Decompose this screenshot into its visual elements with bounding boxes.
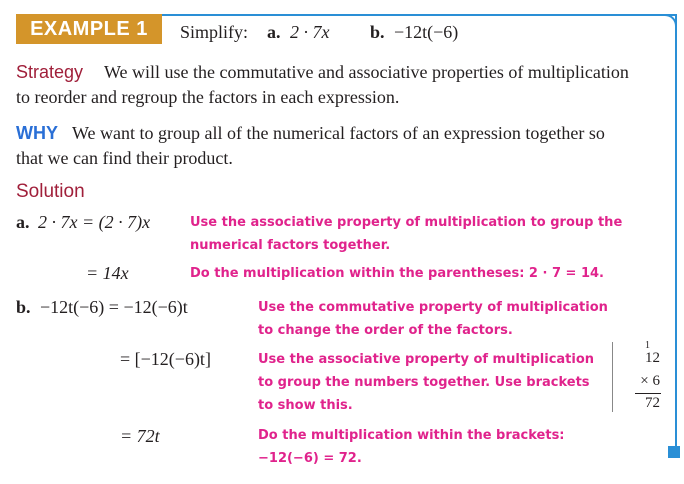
solution-b-step3-note-line-1: Do the multiplication within the brackets: <box>258 428 565 443</box>
why-label: WHY <box>16 123 58 143</box>
solution-a-label: a. <box>16 212 30 232</box>
solution-a-step2-expression: = 14x <box>86 263 129 283</box>
solution-heading: Solution <box>16 181 85 202</box>
solution-a-step1-note-line-1: Use the associative property of multiplication to group the <box>190 215 623 230</box>
side-calculation-top: 12 <box>645 350 660 366</box>
why-line-2: that we can find their product. <box>16 148 233 168</box>
part-a-expression: 2 · 7x <box>290 22 330 42</box>
solution-b-step3-expression: = 72t <box>120 426 160 446</box>
solution-a-step1-expression: 2 · 7x = (2 · 7)x <box>38 212 151 232</box>
why-line-1: We want to group all of the numerical factors of an expression together so <box>72 123 605 143</box>
side-calculation-divider <box>612 342 613 412</box>
strategy-label: Strategy <box>16 62 84 82</box>
solution-a-step1-note-line-2: numerical factors together. <box>190 238 391 253</box>
example-prompt: Simplify: <box>180 22 249 42</box>
solution-b-step1-note-line-2: to change the order of the factors. <box>258 323 513 338</box>
solution-b-step2-note-line-3: to show this. <box>258 398 353 413</box>
strategy-line-2: to reorder and regroup the factors in each expression. <box>16 87 400 107</box>
side-calculation-rule <box>635 393 661 394</box>
part-b-label: b. <box>370 22 385 42</box>
example-badge: EXAMPLE 1 <box>16 14 162 44</box>
side-calculation-carry: 1 <box>645 340 650 351</box>
solution-b-step1-note-line-1: Use the commutative property of multiplication <box>258 300 608 315</box>
frame-right-rule <box>675 14 677 452</box>
solution-b-step3-note-line-2: −12(−6) = 72. <box>258 451 362 466</box>
part-b-expression: −12t(−6) <box>394 22 459 42</box>
solution-a-step2-note: Do the multiplication within the parentheses: 2 · 7 = 14. <box>190 266 604 281</box>
strategy-line-1: We will use the commutative and associative properties of multiplication <box>104 62 629 82</box>
side-calculation-multiplier: × 6 <box>640 373 660 389</box>
frame-top-rule <box>160 14 675 16</box>
solution-b-step2-expression: = [−12(−6)t] <box>120 349 211 369</box>
end-of-example-marker <box>668 446 680 458</box>
solution-b-step2-note-line-1: Use the associative property of multiplication <box>258 352 595 367</box>
side-calculation-result: 72 <box>645 395 660 411</box>
solution-b-label: b. <box>16 297 31 317</box>
solution-b-step1-expression: −12t(−6) = −12(−6)t <box>40 297 188 317</box>
part-a-label: a. <box>267 22 281 42</box>
solution-b-step2-note-line-2: to group the numbers together. Use brackets <box>258 375 590 390</box>
